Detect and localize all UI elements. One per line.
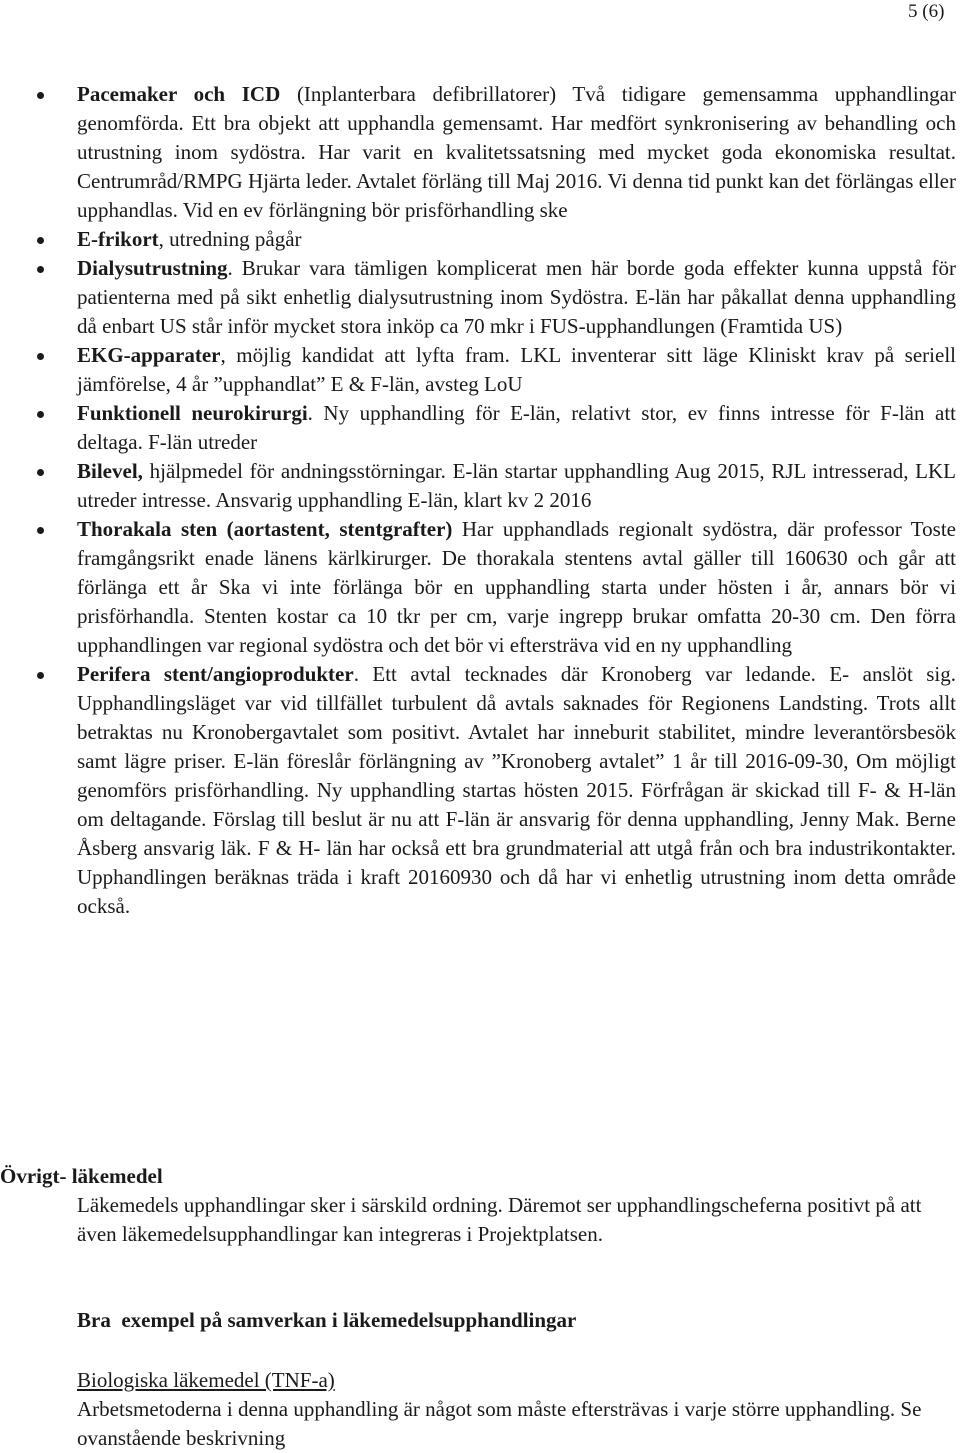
bullet-title: Perifera stent/angioprodukter bbox=[77, 662, 354, 686]
bullet-paragraph bbox=[77, 399, 956, 457]
bullet-dot-icon bbox=[37, 411, 44, 418]
bullet-title: Funktionell neurokirurgi bbox=[77, 401, 308, 425]
list-item bbox=[0, 80, 960, 225]
bullet-paragraph bbox=[77, 225, 956, 254]
exempel-heading: Bra exempel på samverkan i läkemedelsupphandlingar bbox=[77, 1308, 577, 1332]
ovrigt-section bbox=[0, 1162, 960, 1249]
exempel-section bbox=[77, 1306, 957, 1453]
bullet-text: hjälpmedel för andningsstörningar. E-län startar upphandling Aug 2015, RJL intresserad, LKL utreder intresse. Ansvarig upphandling E-län, klart kv 2 2016 bbox=[77, 459, 956, 512]
list-item bbox=[0, 660, 960, 921]
bullet-dot-icon bbox=[37, 527, 44, 534]
bullet-title: Dialysutrustning bbox=[77, 256, 228, 280]
bullet-text: . Brukar vara tämligen komplicerat men här borde goda effekter kunna uppstå för patienterna med på sikt enhetlig dialysutrustning inom Sydöstra. E-län har påkallat denna upphandling då enbart US står inför mycket stora inköp ca 70 mkr i FUS-upphandlungen (Framtida US) bbox=[77, 256, 956, 338]
bullet-paragraph bbox=[77, 254, 956, 341]
list-item bbox=[0, 254, 960, 341]
bullet-paragraph bbox=[77, 515, 956, 660]
bullet-text: , möjlig kandidat att lyfta fram. LKL inventerar sitt läge Kliniskt krav på seriell jämförelse, 4 år ”upphandlat” E & F-län, avsteg LoU bbox=[77, 343, 956, 396]
bullet-dot-icon bbox=[37, 266, 44, 273]
bullet-dot-icon bbox=[37, 92, 44, 99]
bullet-text: . Ny upphandling för E-län, relativt stor, ev finns intresse för F-län att deltaga. F-län utreder bbox=[77, 401, 956, 454]
bullet-paragraph bbox=[77, 341, 956, 399]
bullet-dot-icon bbox=[37, 237, 44, 244]
bullet-list bbox=[0, 80, 960, 921]
bullet-title: E-frikort bbox=[77, 227, 159, 251]
list-item bbox=[0, 341, 960, 399]
bullet-text: Har upphandlads regionalt sydöstra, där professor Toste framgångsrikt enade länens kärlkirurger. De thorakala stentens avtal gäller till 160630 och går att förlänga ett år Ska vi inte förlänga bör en upphandling starta under hösten i år, annars bör vi prisförhandla. Stenten kostar ca 10 tkr per cm, varje ingrepp brukar omfatta 20-30 cm. Den förra upphandlingen var regional sydöstra och det bör vi eftersträva vid en ny upphandling bbox=[77, 517, 956, 657]
bullet-dot-icon bbox=[37, 469, 44, 476]
page-number: 5 (6) bbox=[908, 1, 945, 22]
bullet-text: . Ett avtal tecknades där Kronoberg var ledande. E- anslöt sig. Upphandlingsläget var vid tillfället turbulent då avtals saknades för Regionens Landsting. Trots allt betraktas nu Kronobergavtalet som positivt. Avtalet har inneburit stabilitet, mindre leverantörsbesök samt lägre priser. E-län föreslår förlängning av ”Kronoberg avtalet” 1 år till 2016-09-30, Om möjligt genomförs prisförhandling. Ny upphandling startas hösten 2015. Förfrågan är skickad till F- & H-län om deltagande. Förslag till beslut är nu att F-län är ansvarig för denna upphandling, Jenny Mak. Berne Åsberg ansvarig läk. F & H- län har också ett bra grundmaterial att utgå från och bra industrikontakter. Upphandlingen beräknas träda i kraft 20160930 och då har vi enhetlig utrustning inom detta område också. bbox=[77, 662, 956, 918]
bullet-text: (Inplanterbara defibrillatorer) Två tidigare gemensamma upphandlingar genomförda. Ett bra objekt att upphandla gemensamt. Har medfört synkronisering av behandling och utrustning inom sydöstra. Har varit en kvalitetssatsning med mycket goda ekonomiska resultat. Centrumråd/RMPG Hjärta leder. Avtalet förläng till Maj 2016. Vi denna tid punkt kan det förlängas eller upphandlas. Vid en ev förlängning bör prisförhandling ske bbox=[77, 82, 956, 222]
bullet-title: EKG-apparater bbox=[77, 343, 221, 367]
list-item bbox=[0, 515, 960, 660]
bullet-text: , utredning pågår bbox=[158, 227, 302, 251]
bullet-title: Thorakala sten (aortastent, stentgrafter) bbox=[77, 517, 453, 541]
bullet-dot-icon bbox=[37, 353, 44, 360]
ovrigt-text: Läkemedels upphandlingar sker i särskild ordning. Däremot ser upphandlingscheferna positivt på att även läkemedelsupphandlingar kan integreras i Projektplatsen. bbox=[77, 1193, 922, 1246]
list-item bbox=[0, 399, 960, 457]
exempel-subheading: Biologiska läkemedel (TNF-a) bbox=[77, 1368, 335, 1392]
bullet-dot-icon bbox=[37, 672, 44, 679]
bullet-paragraph bbox=[77, 80, 956, 225]
list-item bbox=[0, 457, 960, 515]
bullet-paragraph bbox=[77, 457, 956, 515]
ovrigt-heading: Övrigt- läkemedel bbox=[0, 1164, 163, 1188]
list-item bbox=[0, 225, 960, 254]
bullet-title: Bilevel, bbox=[77, 459, 143, 483]
bullet-title: Pacemaker och ICD bbox=[77, 82, 281, 106]
bullet-paragraph bbox=[77, 660, 956, 921]
exempel-text: Arbetsmetoderna i denna upphandling är något som måste eftersträvas i varje större upphandling. Se ovanstående beskrivning bbox=[77, 1397, 922, 1450]
